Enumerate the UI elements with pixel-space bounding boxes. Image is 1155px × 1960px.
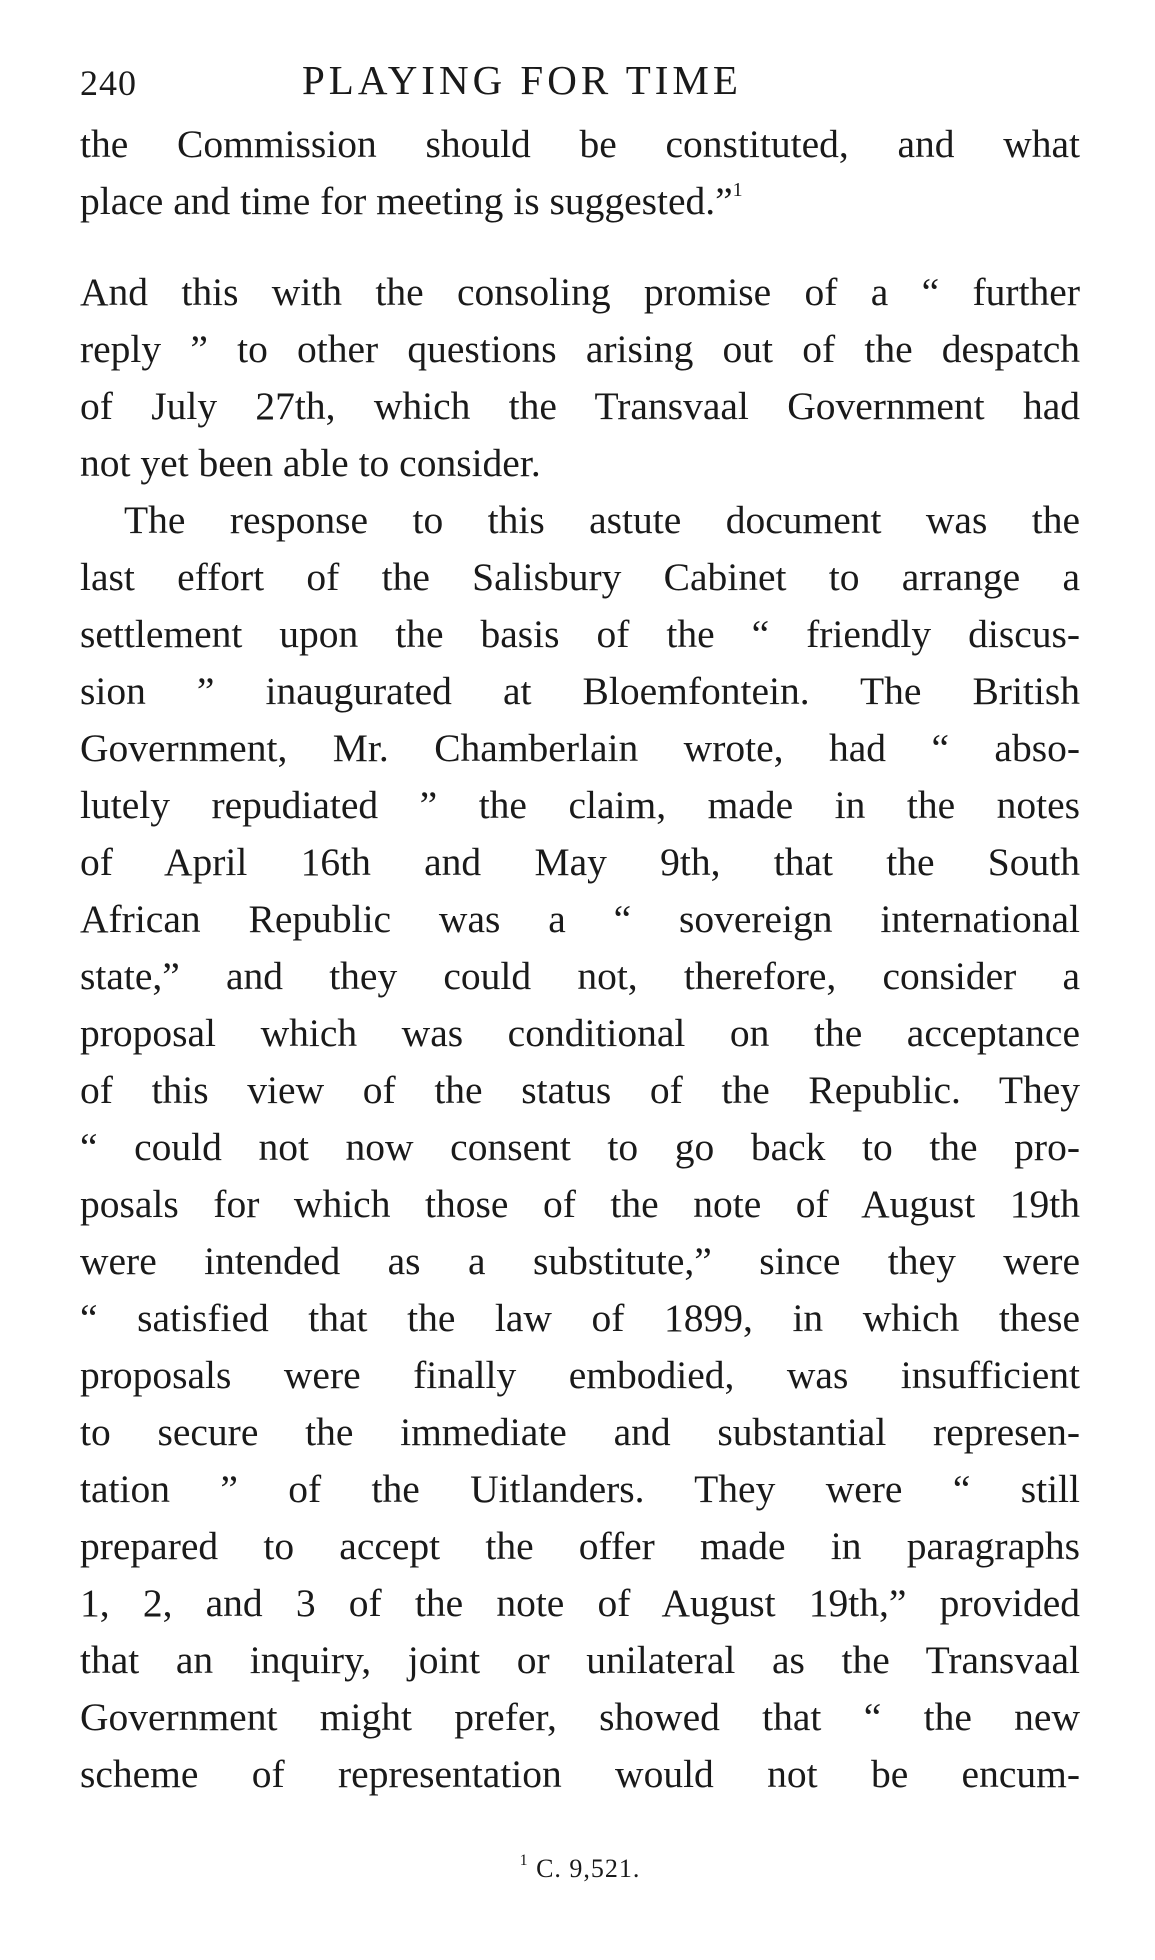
text-line: proposal which was conditional on the acceptance [80,1011,1080,1055]
paragraph-consoling-promise [80,264,1080,492]
page-header [80,50,1080,116]
paragraph-response [80,492,1080,1803]
text-line: to secure the immediate and substantial represen- [80,1410,1080,1454]
text-line: tation ” of the Uitlanders. They were “ still [80,1467,1080,1511]
text-line: “ satisfied that the law of 1899, in which these [80,1296,1080,1340]
text-line: reply ” to other questions arising out of the despatch [80,327,1080,371]
text-line: posals for which those of the note of August 19th [80,1182,1080,1226]
text-line: of July 27th, which the Transvaal Government had [80,384,1080,428]
text-line: Government, Mr. Chamberlain wrote, had “ abso- [80,726,1080,770]
text-line: state,” and they could not, therefore, consider a [80,954,1080,998]
text-line: And this with the consoling promise of a “ further [80,270,1080,314]
footnote-marker: 1 [519,1852,529,1869]
text-line: scheme of representation would not be encum- [80,1752,1080,1796]
quote-continuation [80,116,1080,230]
text-line: last effort of the Salisbury Cabinet to arrange a [80,555,1080,599]
text-line: Government might prefer, showed that “ the new [80,1695,1080,1739]
text-line: “ could not now consent to go back to the pro- [80,1125,1080,1169]
text-line: sion ” inaugurated at Bloemfontein. The British [80,669,1080,713]
text-line: The response to this astute document was the [124,498,1080,542]
text-line: of April 16th and May 9th, that the South [80,840,1080,884]
text-line: of this view of the status of the Republic. They [80,1068,1080,1112]
text-line: lutely repudiated ” the claim, made in the notes [80,783,1080,827]
text-line: not yet been able to consider. [80,441,541,485]
text-line: settlement upon the basis of the “ friendly discus- [80,612,1080,656]
footnote [80,1854,1080,1884]
paragraph-gap [80,230,1080,264]
text-line: the Commission should be constituted, and what [80,122,1080,166]
text-line: proposals were finally embodied, was insufficient [80,1353,1080,1397]
text-line: prepared to accept the offer made in paragraphs [80,1524,1080,1568]
text-line: that an inquiry, joint or unilateral as the Transvaal [80,1638,1080,1682]
footnote-text: C. 9,521. [536,1854,641,1883]
book-page [80,50,1080,1883]
text-line: African Republic was a “ sovereign international [80,897,1080,941]
text-line [80,173,1080,230]
page-number: 240 [80,63,137,103]
footnote-reference: 1 [732,179,743,201]
text-line: were intended as a substitute,” since they were [80,1239,1080,1283]
running-title: PLAYING FOR TIME [302,57,742,103]
text-line-content: place and time for meeting is suggested.” [80,179,733,223]
text-line: 1, 2, and 3 of the note of August 19th,” provided [80,1581,1080,1625]
